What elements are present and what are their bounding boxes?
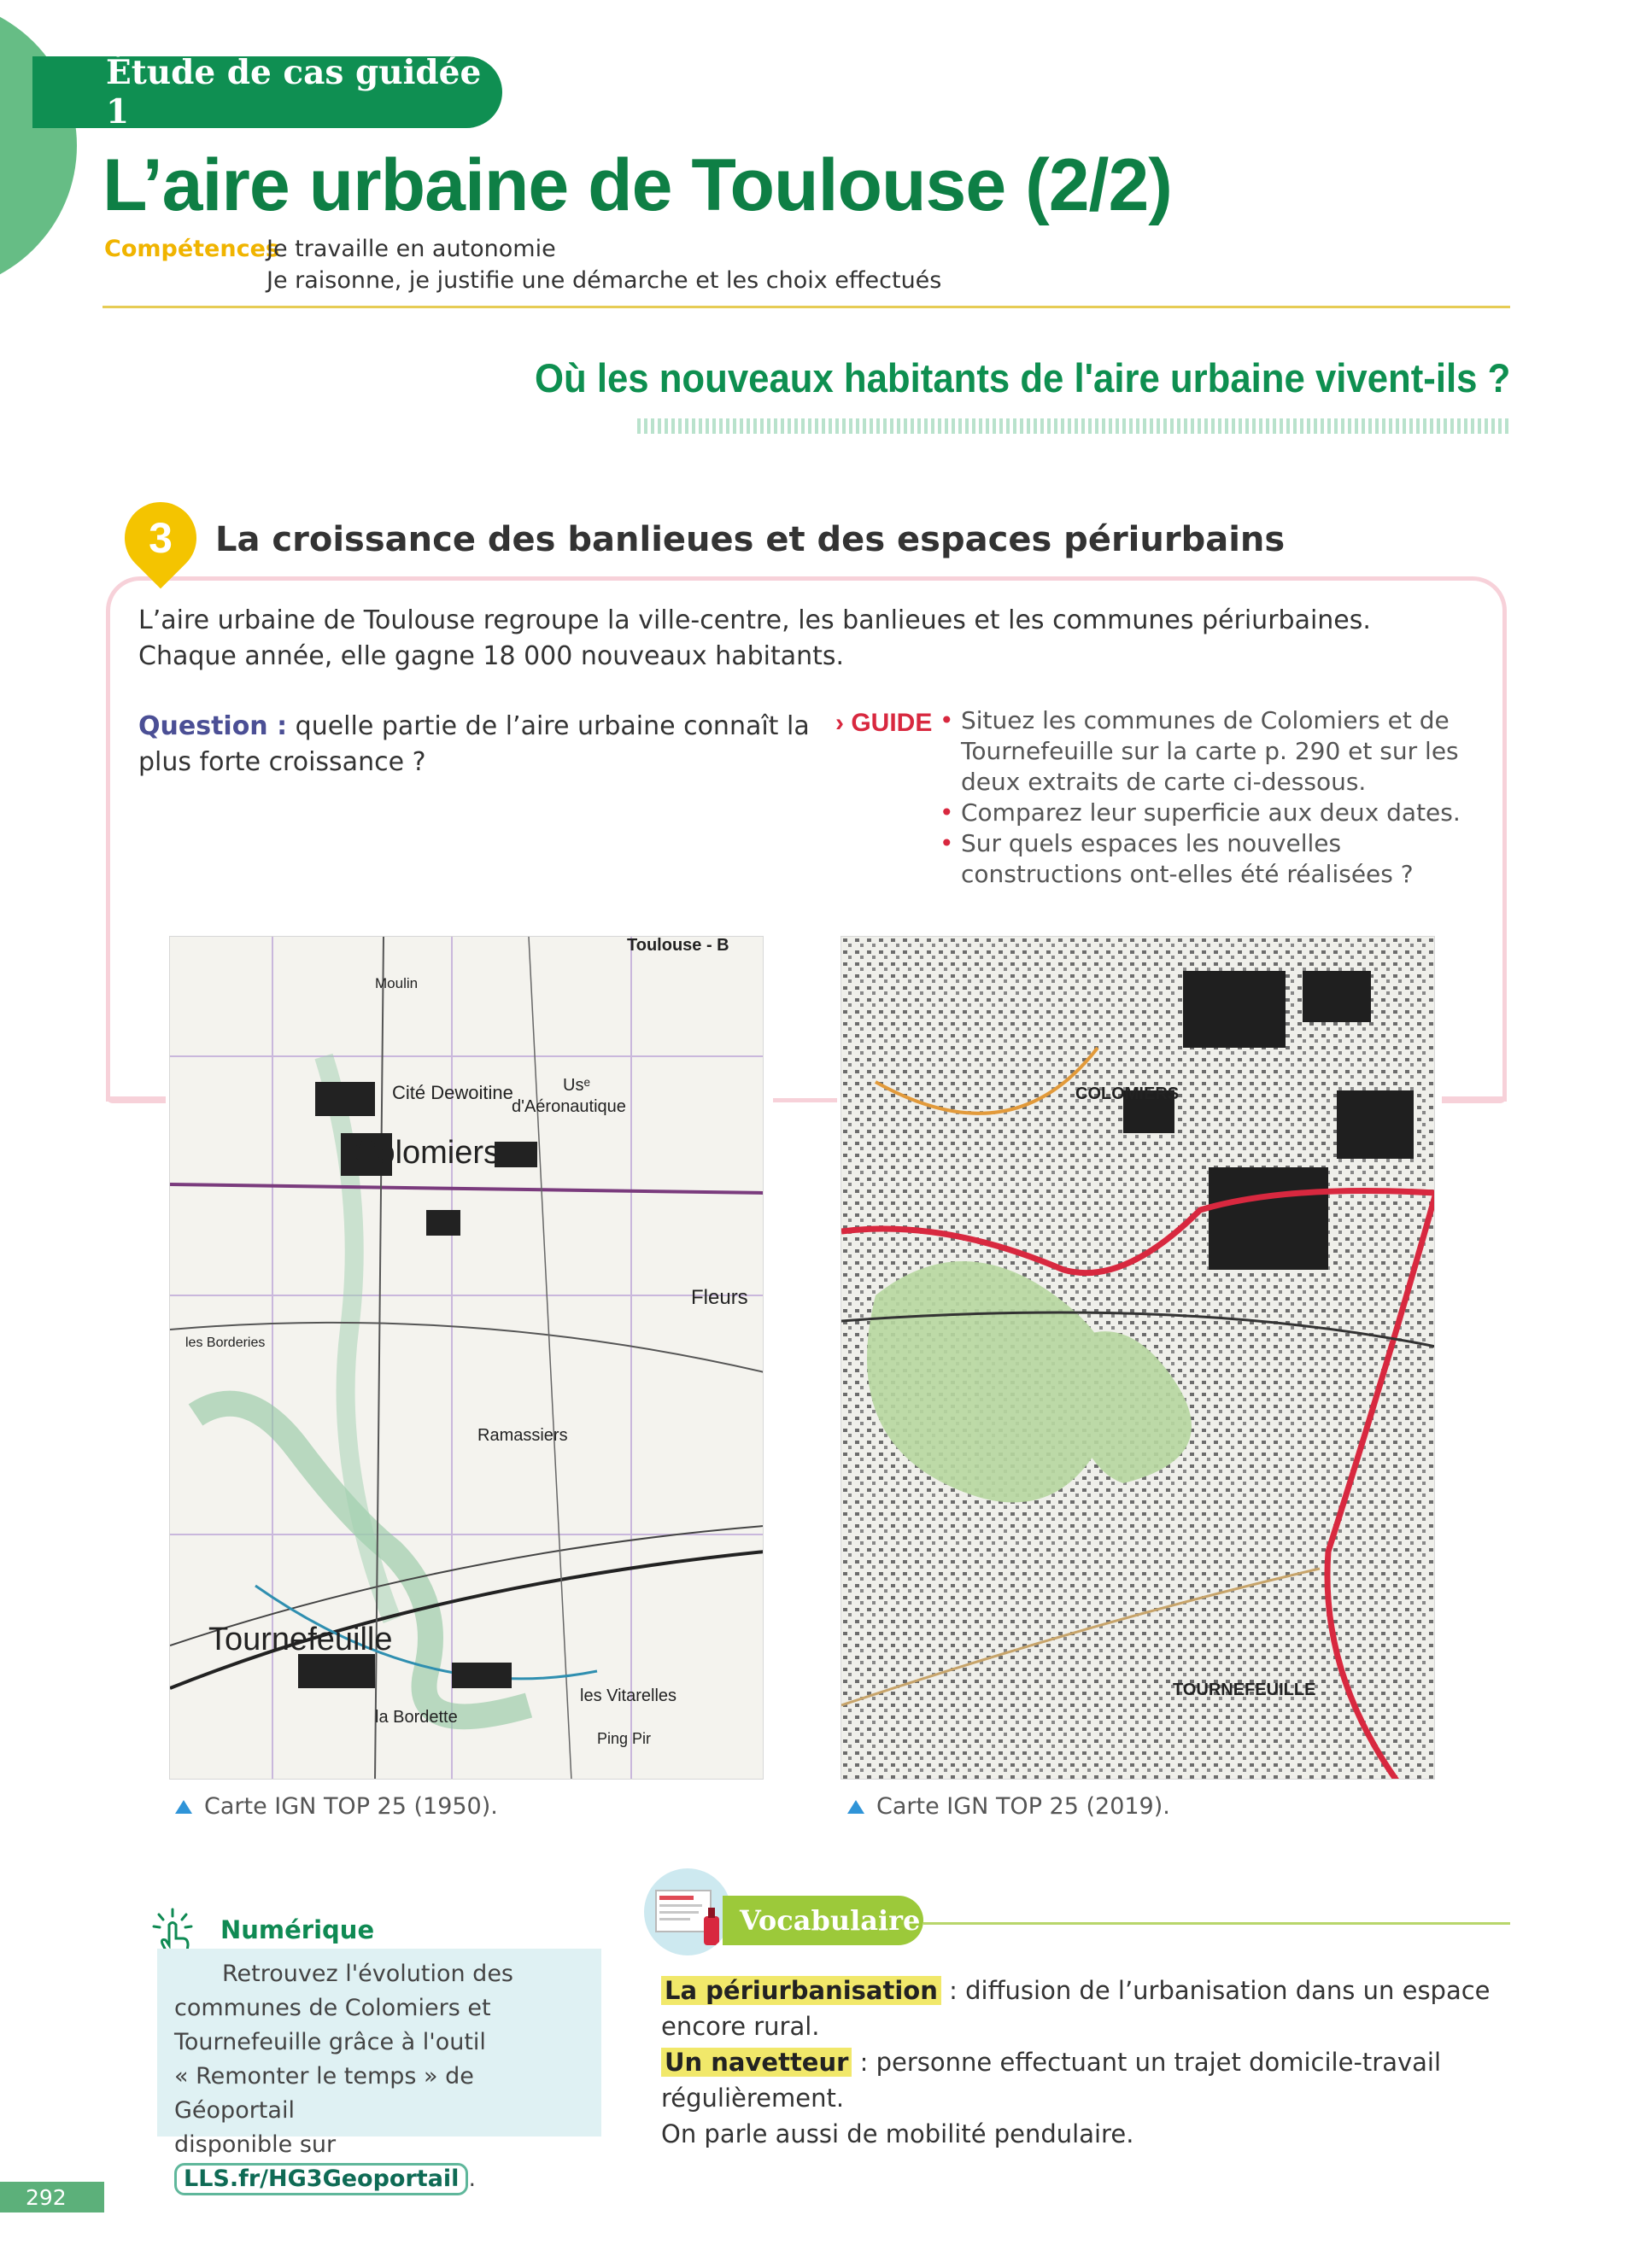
section-hatch-divider bbox=[637, 418, 1510, 434]
question-block bbox=[138, 709, 813, 780]
guide-item: • Sur quels espaces les nouvelles constructions ont-elles été réalisées ? bbox=[940, 828, 1503, 890]
vocabulaire-entry bbox=[661, 2044, 1515, 2116]
vocabulaire-term: La périurbanisation bbox=[661, 1976, 941, 2005]
map-label: TOURNEFEUILLE bbox=[1173, 1681, 1316, 1699]
page-title: L’aire urbaine de Toulouse (2/2) bbox=[102, 144, 1172, 226]
vocabulaire-title: Vocabulaire bbox=[723, 1896, 923, 1945]
question-text: quelle partie de l’aire urbaine connaît la plus forte croissance ? bbox=[138, 711, 810, 777]
map-2019-drawing bbox=[841, 937, 1435, 1780]
map-label: la Bordette bbox=[375, 1708, 458, 1727]
vocabulaire-divider bbox=[923, 1922, 1510, 1925]
section-question: Où les nouveaux habitants de l'aire urbaine vivent-ils ? bbox=[534, 355, 1510, 400]
map-1950-drawing bbox=[170, 937, 764, 1780]
guide-label: › GUIDE bbox=[835, 709, 933, 737]
map-label: Colomiers bbox=[354, 1135, 501, 1171]
competences-label: Compétences bbox=[104, 236, 279, 262]
caption-text: Carte IGN TOP 25 (1950). bbox=[204, 1793, 498, 1820]
numerique-text: communes de Colomiers et bbox=[174, 1995, 491, 2021]
numerique-text: Retrouvez l'évolution des bbox=[222, 1961, 513, 1987]
map-label: Tournefeuille bbox=[208, 1622, 393, 1657]
map-caption-1950 bbox=[175, 1793, 498, 1820]
caption-triangle-icon bbox=[847, 1800, 864, 1814]
guide-list bbox=[940, 705, 1503, 890]
map-label: les Borderies bbox=[185, 1336, 266, 1350]
frame-segment bbox=[773, 1098, 837, 1102]
map-label: Ramassiers bbox=[477, 1426, 568, 1445]
map-2019 bbox=[840, 936, 1435, 1780]
numerique-text: disponible sur bbox=[174, 2131, 337, 2158]
map-label: Toulouse - B bbox=[627, 937, 729, 955]
document-title: La croissance des banlieues et des espaces périurbains bbox=[215, 520, 1286, 559]
document-number: 3 bbox=[149, 514, 173, 562]
header-divider bbox=[102, 306, 1510, 308]
case-study-kicker: Étude de cas guidée 1 bbox=[32, 56, 502, 128]
guide-item: • Situez les communes de Colomiers et de Tournefeuille sur la carte p. 290 et sur les deux extraits de carte ci-dessous. bbox=[940, 705, 1503, 798]
numerique-text: . bbox=[468, 2166, 477, 2192]
numerique-text: Tournefeuille grâce à l'outil bbox=[174, 2029, 486, 2055]
competence-item: Je raisonne, je justifie une démarche et les choix effectués bbox=[266, 267, 942, 294]
map-label: Usᵉ bbox=[563, 1076, 590, 1095]
geoportail-link[interactable]: LLS.fr/HG3Geoportail bbox=[174, 2163, 468, 2195]
question-label: Question : bbox=[138, 711, 288, 741]
vocabulaire-definition: : personne effectuant un trajet domicile-travail régulièrement. bbox=[661, 2048, 1442, 2113]
numerique-title: Numérique bbox=[220, 1915, 375, 1944]
dictionary-icon bbox=[644, 1868, 731, 1955]
map-label: Cité Dewoitine bbox=[392, 1082, 513, 1103]
map-caption-2019 bbox=[847, 1793, 1170, 1820]
caption-triangle-icon bbox=[175, 1800, 192, 1814]
corner-decoration bbox=[0, 0, 77, 293]
map-label: Moulin bbox=[375, 975, 419, 991]
competence-item: Je travaille en autonomie bbox=[266, 236, 556, 262]
vocabulaire-extra: On parle aussi de mobilité pendulaire. bbox=[661, 2119, 1134, 2148]
page-number: 292 bbox=[0, 2182, 104, 2212]
map-1950 bbox=[169, 936, 764, 1780]
map-label: d'Aéronautique bbox=[512, 1097, 626, 1116]
map-label: les Vitarelles bbox=[580, 1686, 677, 1705]
map-label: Fleurs bbox=[691, 1286, 748, 1309]
vocabulaire-term: Un navetteur bbox=[661, 2048, 852, 2077]
frame-corner bbox=[1442, 1096, 1507, 1103]
map-label: COLOMIERS bbox=[1075, 1084, 1180, 1103]
numerique-text: « Remonter le temps » de Géoportail bbox=[174, 2063, 474, 2124]
caption-text: Carte IGN TOP 25 (2019). bbox=[876, 1793, 1170, 1820]
vocabulaire-entry bbox=[661, 1973, 1515, 2044]
vocabulaire-body bbox=[661, 1973, 1515, 2152]
numerique-box bbox=[157, 1949, 601, 2192]
map-label: Ping Pir bbox=[597, 1730, 652, 1747]
guide-item: • Comparez leur superficie aux deux dates. bbox=[940, 798, 1503, 828]
vocabulaire-definition: : diffusion de l’urbanisation dans un espace encore rural. bbox=[661, 1976, 1491, 2041]
document-intro: L’aire urbaine de Toulouse regroupe la ville-centre, les banlieues et les communes périurbaines. Chaque année, elle gagne 18 000 nouveaux habitants. bbox=[138, 605, 1371, 671]
frame-corner bbox=[106, 1096, 166, 1103]
